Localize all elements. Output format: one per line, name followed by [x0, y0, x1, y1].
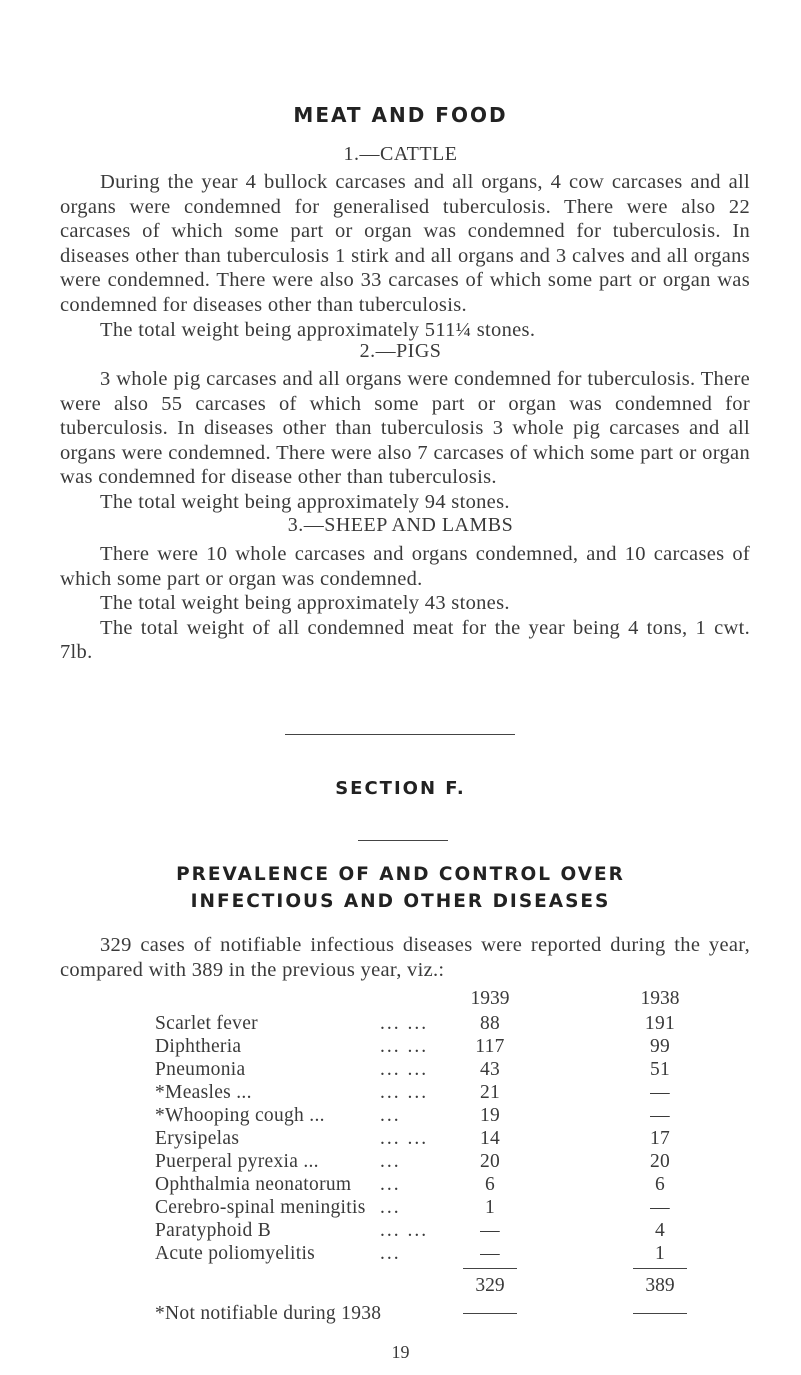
- table-row: [0, 1128, 801, 1151]
- leader-dots: ... ...: [380, 1082, 429, 1103]
- intro-paragraph: [60, 933, 750, 982]
- disease-name: *Whooping cough ...: [155, 1105, 325, 1126]
- leader-dots: ... ...: [380, 1059, 429, 1080]
- disease-name: Scarlet fever: [155, 1013, 258, 1034]
- table-row: [0, 1082, 801, 1105]
- table-row: [0, 1013, 801, 1036]
- disease-name: Puerperal pyrexia ...: [155, 1151, 319, 1172]
- table-row: [0, 1197, 801, 1220]
- col-header-1939: 1939: [470, 988, 510, 1009]
- footnote: *Not notifiable during 1938: [155, 1303, 382, 1324]
- cases-1939: 20: [479, 1151, 501, 1172]
- leader-dots: ...: [380, 1174, 401, 1195]
- cattle-section: [60, 170, 750, 342]
- bottom-rule-1939: [463, 1313, 517, 1314]
- leader-dots: ... ...: [380, 1013, 429, 1034]
- cases-1938: —: [650, 1105, 670, 1126]
- leader-dots: ...: [380, 1197, 401, 1218]
- col-header-1938: 1938: [640, 988, 680, 1009]
- leader-dots: ...: [380, 1105, 401, 1126]
- cases-1939: 43: [479, 1059, 501, 1080]
- disease-name: Diphtheria: [155, 1036, 242, 1057]
- table-row: [0, 1151, 801, 1174]
- total-1939: 329: [475, 1275, 505, 1296]
- table-row: [0, 1220, 801, 1243]
- cases-1939: 88: [479, 1013, 501, 1034]
- cases-1938: 1: [654, 1243, 666, 1264]
- cases-1938: 17: [649, 1128, 671, 1149]
- total-1938: 389: [645, 1275, 675, 1296]
- divider-rule: [285, 734, 515, 735]
- disease-name: Paratyphoid B: [155, 1220, 272, 1241]
- disease-name: Pneumonia: [155, 1059, 246, 1080]
- sheep-total: The total weight being approximately 43 stones.: [100, 592, 510, 615]
- prevalence-title-line2: INFECTIOUS AND OTHER DISEASES: [190, 891, 611, 912]
- disease-name: Erysipelas: [155, 1128, 240, 1149]
- total-rule-1938: [633, 1268, 687, 1269]
- cases-1939: 1: [484, 1197, 496, 1218]
- cases-1939: —: [480, 1220, 500, 1241]
- sheep-title: 3.—SHEEP AND LAMBS: [287, 514, 514, 536]
- cases-1938: —: [650, 1082, 670, 1103]
- cases-1939: 21: [479, 1082, 501, 1103]
- pigs-section: [60, 367, 750, 515]
- cattle-total: The total weight being approximately 511¼ stones.: [100, 318, 536, 341]
- leader-dots: ... ...: [380, 1036, 429, 1057]
- cases-1938: 4: [654, 1220, 666, 1241]
- cases-1938: 51: [649, 1059, 671, 1080]
- leader-dots: ... ...: [380, 1220, 429, 1241]
- meat-and-food-heading: MEAT AND FOOD: [293, 103, 508, 127]
- cases-1939: 117: [475, 1036, 505, 1057]
- section-f-title: SECTION F.: [335, 778, 466, 799]
- disease-name: Acute poliomyelitis: [155, 1243, 316, 1264]
- grand-total: The total weight of all condemned meat for the year being 4 tons, 1 cwt. 7lb.: [60, 616, 750, 664]
- sheep-section: [60, 542, 750, 665]
- total-rule-1939: [463, 1268, 517, 1269]
- short-divider: [358, 840, 448, 841]
- pigs-total: The total weight being approximately 94 stones.: [100, 490, 510, 513]
- table-row: [0, 1059, 801, 1082]
- disease-name: *Measles ...: [155, 1082, 252, 1103]
- bottom-rule-1938: [633, 1313, 687, 1314]
- leader-dots: ...: [380, 1243, 401, 1264]
- table-row: [0, 1105, 801, 1128]
- intro-text: 329 cases of notifiable infectious diseases were reported during the year, compared with 389 in the previous year, viz.:: [60, 934, 750, 981]
- table-row: [0, 1036, 801, 1059]
- cattle-title: 1.—CATTLE: [343, 143, 458, 165]
- cases-1938: 6: [654, 1174, 666, 1195]
- leader-dots: ...: [380, 1151, 401, 1172]
- cases-1938: —: [650, 1197, 670, 1218]
- cases-1939: 6: [484, 1174, 496, 1195]
- table-row: [0, 1243, 801, 1266]
- cases-1938: 191: [644, 1013, 676, 1034]
- cattle-paragraph: During the year 4 bullock carcases and all organs, 4 cow carcases and all organs were condemned for generalised tuberculosis. There were also 22 carcases of which some part or organ was condemned for tuberculosis. In diseases other than tuberculosis 1 stirk and all organs and 3 calves and all organs were condemned. There were also 33 carcases of which some part or organ was condemned for diseases other than tuberculosis.: [60, 171, 750, 316]
- cases-1939: 19: [479, 1105, 501, 1126]
- leader-dots: ... ...: [380, 1128, 429, 1149]
- disease-name: Ophthalmia neonatorum: [155, 1174, 352, 1195]
- cases-1939: —: [480, 1243, 500, 1264]
- table-row: [0, 1174, 801, 1197]
- pigs-paragraph: 3 whole pig carcases and all organs were condemned for tuberculosis. There were also 55 carcases of which some part or organ was condemned for tuberculosis. In diseases other than tuberculosis 3 whole pig carcases and all organs were condemned. There were also 7 carcases of which some part or organ was condemned for disease other than tuberculosis.: [60, 368, 750, 489]
- cases-1938: 20: [649, 1151, 671, 1172]
- prevalence-title-line1: PREVALENCE OF AND CONTROL OVER: [176, 864, 625, 885]
- cases-1939: 14: [479, 1128, 501, 1149]
- page-number: 19: [391, 1342, 410, 1362]
- sheep-paragraph: There were 10 whole carcases and organs condemned, and 10 carcases of which some part or organ was condemned.: [60, 543, 750, 590]
- disease-name: Cerebro-spinal meningitis: [155, 1197, 366, 1218]
- pigs-title: 2.—PIGS: [359, 340, 442, 362]
- cases-1938: 99: [649, 1036, 671, 1057]
